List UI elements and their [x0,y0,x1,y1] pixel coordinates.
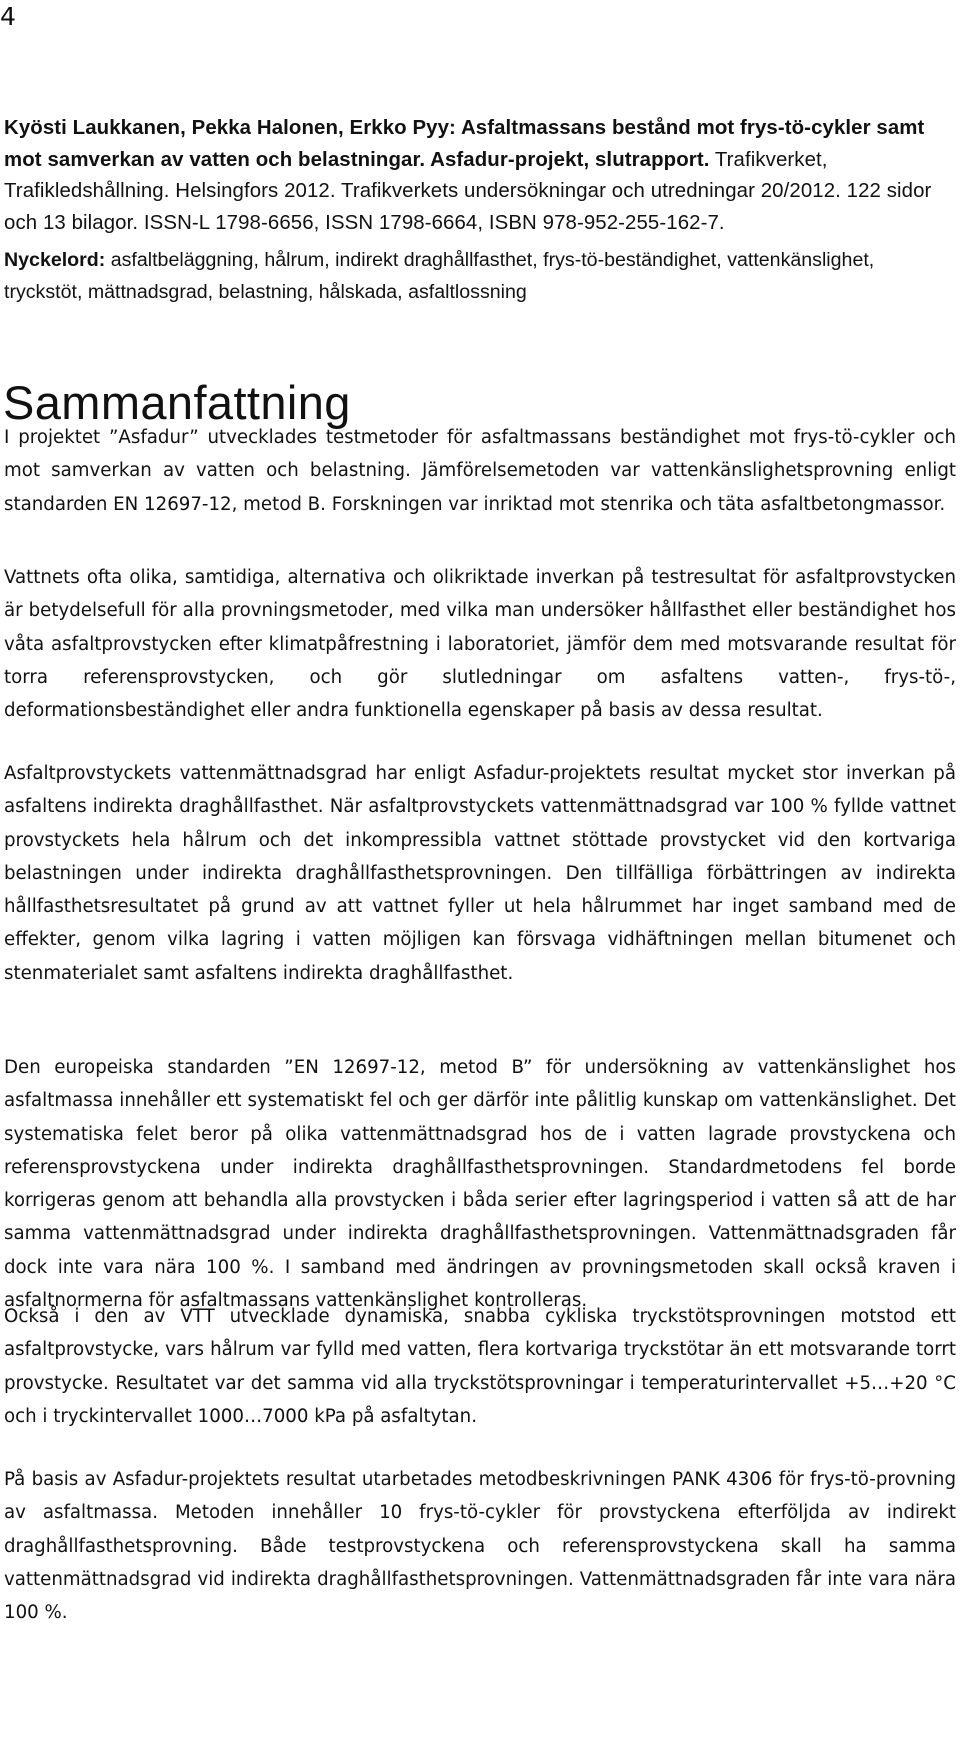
bibliographic-authors-title: Kyösti Laukkanen, Pekka Halonen, Erkko Pyy: Asfaltmassans bestånd mot frys-tö-cykler samt mot samverkan av vatten och belastningar. Asfadur-projekt, slutrapport. [4,117,925,171]
summary-paragraph-4: Den europeiska standarden ”EN 12697-12, metod B” för undersökning av vattenkänslighet hos asfaltmassa innehåller ett systematiskt fel och ger därför inte pålitlig kunskap om vattenkänslighet. Det systematiska felet beror på olika vattenmättnadsgrad hos de i vatten lagrade provstyckena och referensprovstyckena under indirekta draghållfasthetsprovningen. Standardmetodens fel borde korrigeras genom att behandla alla provstycken i båda serier efter lagringsperiod i vatten så att de har samma vattenmättnadsgrad under indirekta draghållfasthetsprovningen. Vattenmättnadsgraden får dock inte vara nära 100 %. I samband med ändringen av provningsmetoden skall också kraven i asfaltnormerna för asfaltmassans vattenkänslighet kontrolleras. [4,1057,956,1312]
summary-paragraph-3: Asfaltprovstyckets vattenmättnadsgrad har enligt Asfadur-projektets resultat mycket stor inverkan på asfaltens indirekta draghållfasthet. När asfaltprovstyckets vattenmättnadsgrad var 100 % fyllde vattnet provstyckets hela hålrum och det inkompressibla vattnet stöttade provstycket vid den kortvariga belastningen under indirekta draghållfasthetsprovningen. Den tillfälliga förbättringen av indirekta hållfasthetsresultatet på grund av att vattnet fyller ut hela hålrummet har inget samband med de effekter, genom vilka lagring i vatten möjligen kan försvaga vidhäftningen mellan bitumenet och stenmaterialet samt asfaltens indirekta draghållfasthet. [4,763,956,984]
keywords-label: Nyckelord: [4,249,106,271]
bibliographic-publication-details: Trafikverket, Trafikledshållning. Helsingfors 2012. Trafikverkets undersökningar och utredningar 20/2012. 122 sidor och 13 bilagor. ISSN-L 1798-6656, ISSN 1798-6664, ISBN 978-952-255-162-7. [4,148,932,234]
page-number: 4 [0,2,16,31]
bibliographic-reference [4,113,952,239]
keywords-list: asfaltbeläggning, hålrum, indirekt draghållfasthet, frys-tö-beständighet, vattenkänslighet, tryckstöt, mättnadsgrad, belastning, hålskada, asfaltlossning [4,249,875,303]
summary-paragraph-2: Vattnets ofta olika, samtidiga, alternativa och olikriktade inverkan på testresultat för asfaltprovstycken är betydelsefull för alla provningsmetoder, med vilka man undersöker hållfasthet eller beständighet hos våta asfaltprovstycken efter klimatpåfrestning i laboratoriet, jämför dem med motsvarande resultat för torra referensprovstycken, och gör slutledningar om asfaltens vatten-, frys-tö-, deformationsbeständighet eller andra funktionella egenskaper på basis av dessa resultat. [4,567,956,722]
section-title: Sammanfattning [3,376,351,429]
summary-paragraph-1: I projektet ”Asfadur” utvecklades testmetoder för asfaltmassans beständighet mot frys-tö-cykler och mot samverkan av vatten och belastning. Jämförelsemetoden var vattenkänslighetsprovning enligt standarden EN 12697-12, metod B. Forskningen var inriktad mot stenrika och täta asfaltbetongmassor. [4,427,956,515]
summary-paragraph-5: Också i den av VTT utvecklade dynamiska, snabba cykliska tryckstötsprovningen motstod ett asfaltprovstycke, vars hålrum var fylld med vatten, flera kortvariga tryckstötar än ett motsvarande torrt provstycke. Resultatet var det samma vid alla tryckstötsprovningar i temperaturintervallet +5…+20 °C och i tryckintervallet 1000…7000 kPa på asfaltytan. [4,1306,956,1427]
keywords [4,244,954,308]
summary-paragraph-6: På basis av Asfadur-projektets resultat utarbetades metodbeskrivningen PANK 4306 för frys-tö-provning av asfaltmassa. Metoden innehåller 10 frys-tö-cykler för provstyckena efterföljda av indirekt draghållfasthetsprovning. Både testprovstyckena och referensprovstyckena skall ha samma vattenmättnadsgrad vid indirekta draghållfasthetsprovningen. Vattenmättnadsgraden får inte vara nära 100 %. [4,1469,956,1624]
